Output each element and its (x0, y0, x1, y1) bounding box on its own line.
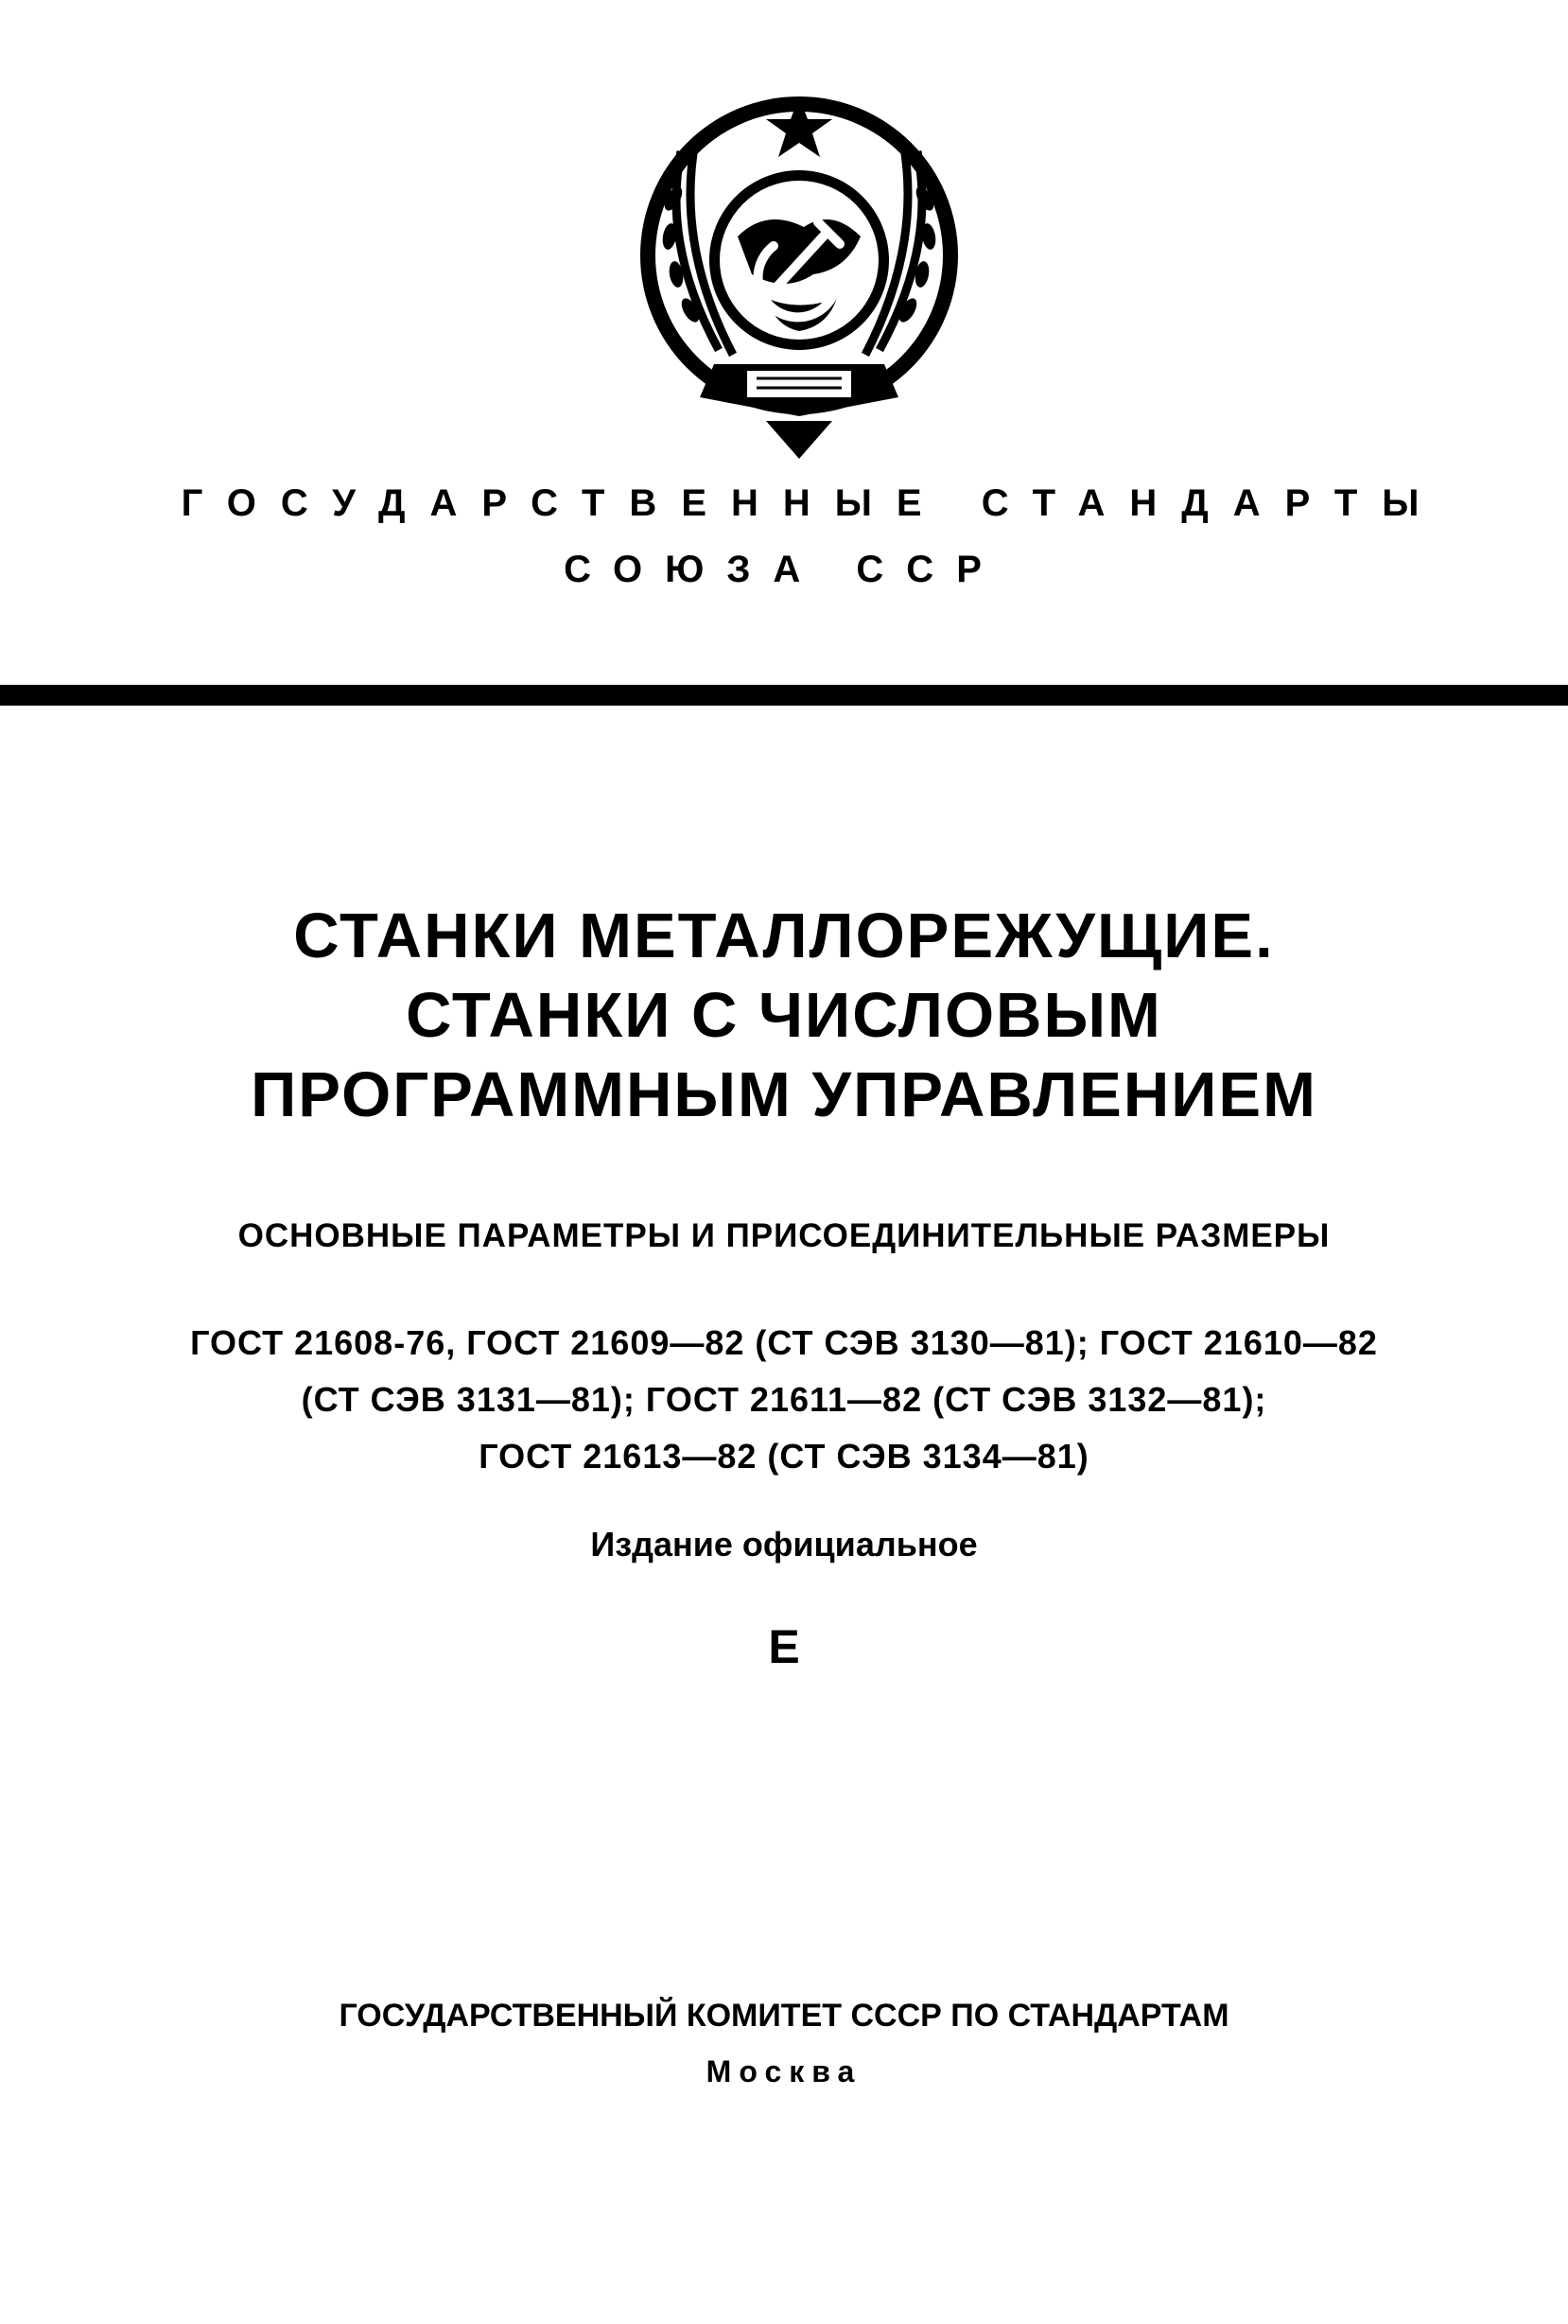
title-line: СТАНКИ МЕТАЛЛОРЕЖУЩИЕ. (293, 900, 1275, 971)
document-subtitle: ОСНОВНЫЕ ПАРАМЕТРЫ И ПРИСОЕДИНИТЕЛЬНЫЕ РАЗМЕРЫ (237, 1217, 1331, 1254)
title-line: СТАНКИ С ЧИСЛОВЫМ (406, 980, 1162, 1051)
publisher-name: ГОСУДАРСТВЕННЫЙ КОМИТЕТ СССР ПО СТАНДАРТАМ (339, 1998, 1229, 2034)
standard-line: (СТ СЭВ 3131—81); ГОСТ 21611—82 (СТ СЭВ 3132—81); (301, 1380, 1267, 1419)
edition-label: Издание официальное (590, 1525, 978, 1564)
edition-letter: Е (768, 1620, 800, 1673)
standard-numbers (0, 1315, 1568, 1485)
title-line: ПРОГРАММНЫМ УПРАВЛЕНИЕМ (251, 1059, 1317, 1130)
series-subtitle: СОЮЗА ССР (564, 549, 1004, 590)
document-title (0, 897, 1568, 1135)
series-title: ГОСУДАРСТВЕННЫЕ СТАНДАРТЫ (181, 482, 1444, 524)
standard-line: ГОСТ 21608-76, ГОСТ 21609—82 (СТ СЭВ 3130—81); ГОСТ 21610—82 (190, 1323, 1378, 1362)
standard-line: ГОСТ 21613—82 (СТ СЭВ 3134—81) (479, 1437, 1089, 1476)
divider-rule (0, 685, 1568, 706)
publisher-city: Москва (706, 2054, 862, 2088)
ussr-coat-of-arms-icon (624, 95, 974, 459)
